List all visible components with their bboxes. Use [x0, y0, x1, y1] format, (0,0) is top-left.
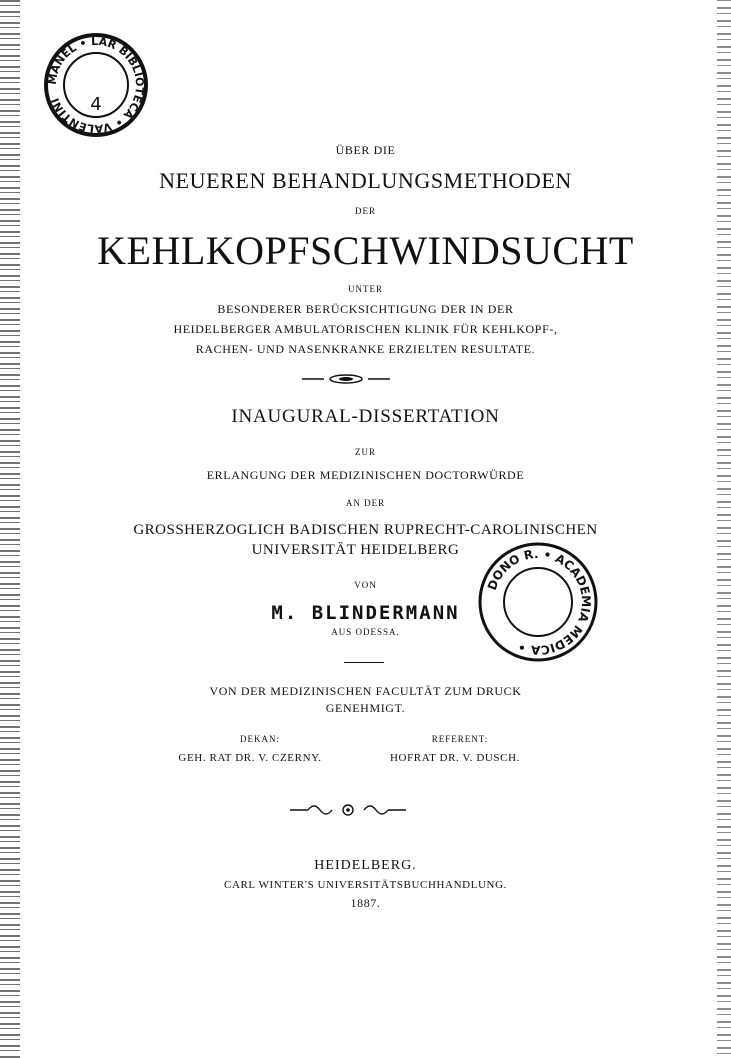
referent-name: HOFRAT DR. V. DUSCH. [390, 752, 520, 764]
svg-text:DONO R. • ACADEMIA MEDICA • [485, 547, 593, 657]
imprint-city: HEIDELBERG. [314, 858, 417, 873]
subtitle-line-3: RACHEN- UND NASENKRANKE ERZIELTEN RESULTATE. [195, 342, 536, 356]
dissertation-an-der: AN DER [345, 498, 386, 508]
dekan-name: GEH. RAT DR. V. CZERNY. [178, 752, 322, 764]
subtitle-line-2: HEIDELBERGER AMBULATORISCHEN KLINIK FÜR KEHLKOPF-, [173, 322, 558, 336]
imprint-year: 1887. [350, 896, 381, 910]
main-title: KEHLKOPFSCHWINDSUCHT [97, 228, 634, 273]
subtitle-line-1: BESONDERER BERÜCKSICHTIGUNG DER IN DER [217, 302, 514, 316]
approval-line-1: VON DER MEDIZINISCHEN FACULTÄT ZUM DRUCK [209, 684, 522, 698]
dekan-label: DEKAN: [240, 734, 280, 744]
author-origin: AUS ODESSA. [331, 627, 400, 637]
title-line-1: ÜBER DIE [335, 143, 396, 157]
dissertation-zur: ZUR [355, 447, 376, 457]
dissertation-purpose: ERLANGUNG DER MEDIZINISCHEN DOCTORWÜRDE [206, 468, 525, 482]
dissertation-heading: INAUGURAL-DISSERTATION [231, 406, 500, 427]
title-line-2: NEUEREN BEHANDLUNGSMETHODEN [159, 168, 572, 193]
library-stamp-top-left [26, 30, 158, 140]
title-line-3: DER [355, 206, 376, 216]
referent-label: REFERENT: [431, 734, 489, 744]
subtitle-unter: UNTER [348, 284, 383, 294]
ornament-divider-1 [300, 373, 392, 385]
imprint-publisher: CARL WINTER'S UNIVERSITÄTSBUCHHANDLUNG. [224, 879, 507, 891]
short-rule [344, 662, 384, 663]
dissertation-von: VON [354, 580, 377, 590]
academia-medica-stamp [476, 540, 600, 664]
approval-line-2: GENEHMIGT. [325, 701, 406, 715]
university-line-2: UNIVERSITÄT HEIDELBERG [251, 542, 460, 558]
university-line-1: GROSSHERZOGLICH BADISCHEN RUPRECHT-CAROLINISCHEN [133, 522, 598, 538]
author-name: M. BLINDERMANN [271, 602, 460, 624]
stamp-text-top-left: MANEL • LAR BIBLIOTECA • VALENTINI [45, 34, 147, 136]
stamp-number: 4 [90, 94, 102, 115]
stamp-text-right: DONO R. • ACADEMIA MEDICA • [484, 546, 594, 658]
ornament-divider-2 [288, 801, 408, 819]
